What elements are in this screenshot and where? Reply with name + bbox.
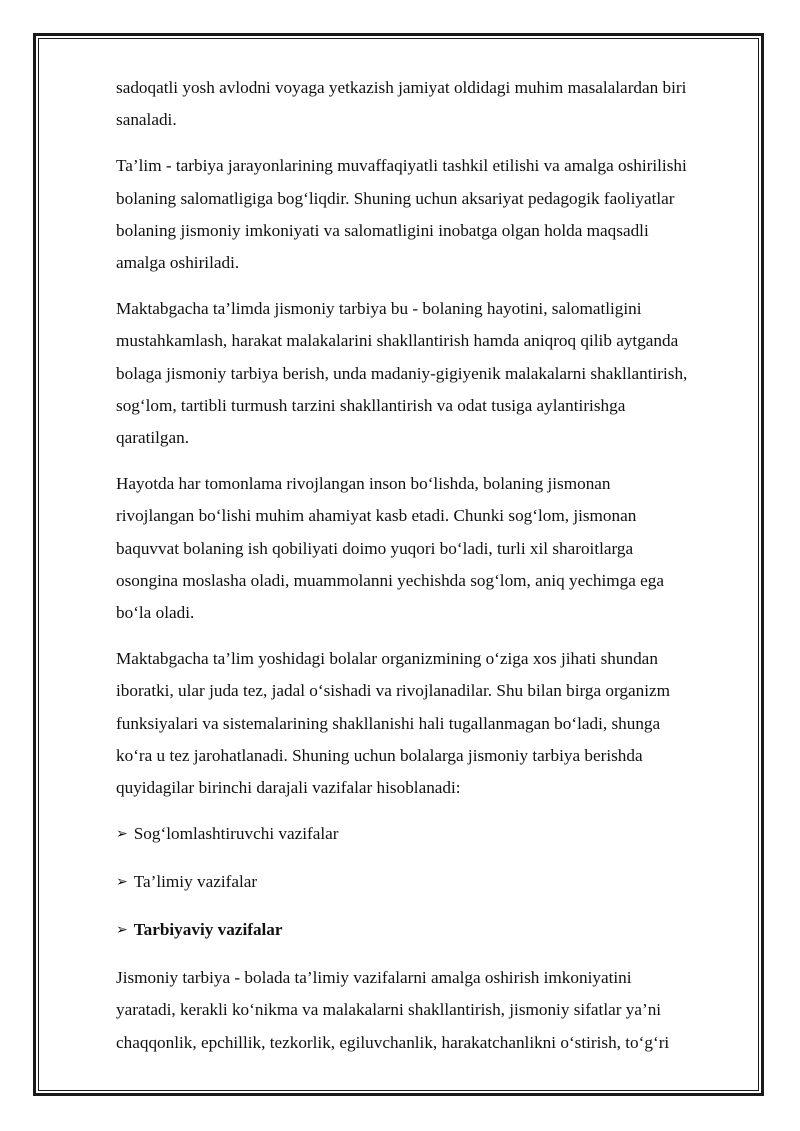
paragraph-4 xyxy=(116,468,748,629)
text-line: bolaning jismoniy imkoniyati va salomatligini inobatga olgan holda maqsadli xyxy=(116,220,649,240)
text-line: bo‘la oladi. xyxy=(116,603,195,623)
text-line: osongina moslasha oladi, muammolanni yechishda sog‘lom, aniq yechimga ega xyxy=(116,570,664,590)
document-body xyxy=(116,72,748,1073)
paragraph-1 xyxy=(116,72,748,136)
bullet-item xyxy=(116,818,748,852)
text-line: sog‘lom, tartibli turmush tarzini shakllantirish va odat tusiga aylantirishga xyxy=(116,395,626,415)
text-line: Jismoniy tarbiya - bolada ta’limiy vazifalarni amalga oshirish imkoniyatini xyxy=(116,968,632,988)
text-line: bolaning salomatligiga bog‘liqdir. Shuning uchun aksariyat pedagogik faoliyatlar xyxy=(116,188,675,208)
arrow-bullet-icon: ➢ xyxy=(116,826,128,843)
text-line: chaqqonlik, epchillik, tezkorlik, egiluvchanlik, harakatchanlikni o‘stirish, to‘g‘ri xyxy=(116,1032,670,1052)
text-line: mustahkamlash, harakat malakalarini shakllantirish hamda aniqroq qilib aytganda xyxy=(116,331,679,351)
bullet-item xyxy=(116,866,748,900)
text-line: qaratilgan. xyxy=(116,428,190,448)
text-line: rivojlangan bo‘lishi muhim ahamiyat kasb etadi. Chunki sog‘lom, jismonan xyxy=(116,506,637,526)
arrow-bullet-icon: ➢ xyxy=(116,874,128,891)
paragraph-5 xyxy=(116,643,748,804)
text-line: ko‘ra u tez jarohatlanadi. Shuning uchun bolalarga jismoniy tarbiya berishda xyxy=(116,745,643,765)
text-line: bolaga jismoniy tarbiya berish, unda madaniy-gigiyenik malakalarni shakllantirish, xyxy=(116,363,688,383)
bullet-text: Tarbiyaviy vazifalar xyxy=(133,920,283,940)
text-line: iboratki, ular juda tez, jadal o‘sishadi va rivojlanadilar. Shu bilan birga organizm xyxy=(116,681,670,701)
text-line: Ta’lim - tarbiya jarayonlarining muvaffaqiyatli tashkil etilishi va amalga oshirilishi xyxy=(116,156,687,176)
text-line: amalga oshiriladi. xyxy=(116,253,240,273)
text-line: sadoqatli yosh avlodni voyaga yetkazish jamiyat oldidagi muhim masalalardan biri xyxy=(116,78,687,97)
text-line: Maktabgacha ta’lim yoshidagi bolalar organizmining o‘ziga xos jihati shundan xyxy=(116,649,658,669)
text-line: Maktabgacha ta’limda jismoniy tarbiya bu - bolaning hayotini, salomatligini xyxy=(116,299,642,319)
paragraph-2 xyxy=(116,150,748,279)
text-line: Hayotda har tomonlama rivojlangan inson bo‘lishda, bolaning jismonan xyxy=(116,474,611,494)
bullet-text: Sog‘lomlashtiruvchi vazifalar xyxy=(133,824,339,844)
text-line: sanaladi. xyxy=(116,110,177,130)
bullet-item xyxy=(116,914,748,948)
text-line: baquvvat bolaning ish qobiliyati doimo yuqori bo‘ladi, turli xil sharoitlarga xyxy=(116,538,634,558)
paragraph-3 xyxy=(116,293,748,454)
bullet-text: Ta’limiy vazifalar xyxy=(133,872,258,892)
paragraph-6 xyxy=(116,962,748,1059)
arrow-bullet-icon: ➢ xyxy=(116,922,128,939)
text-line: quyidagilar birinchi darajali vazifalar hisoblanadi: xyxy=(116,778,461,798)
text-line: funksiyalari va sistemalarining shakllanishi hali tugallanmagan bo‘ladi, shunga xyxy=(116,713,661,733)
text-line: yaratadi, kerakli ko‘nikma va malakalarni shakllantirish, jismoniy sifatlar ya’ni xyxy=(116,1000,662,1020)
